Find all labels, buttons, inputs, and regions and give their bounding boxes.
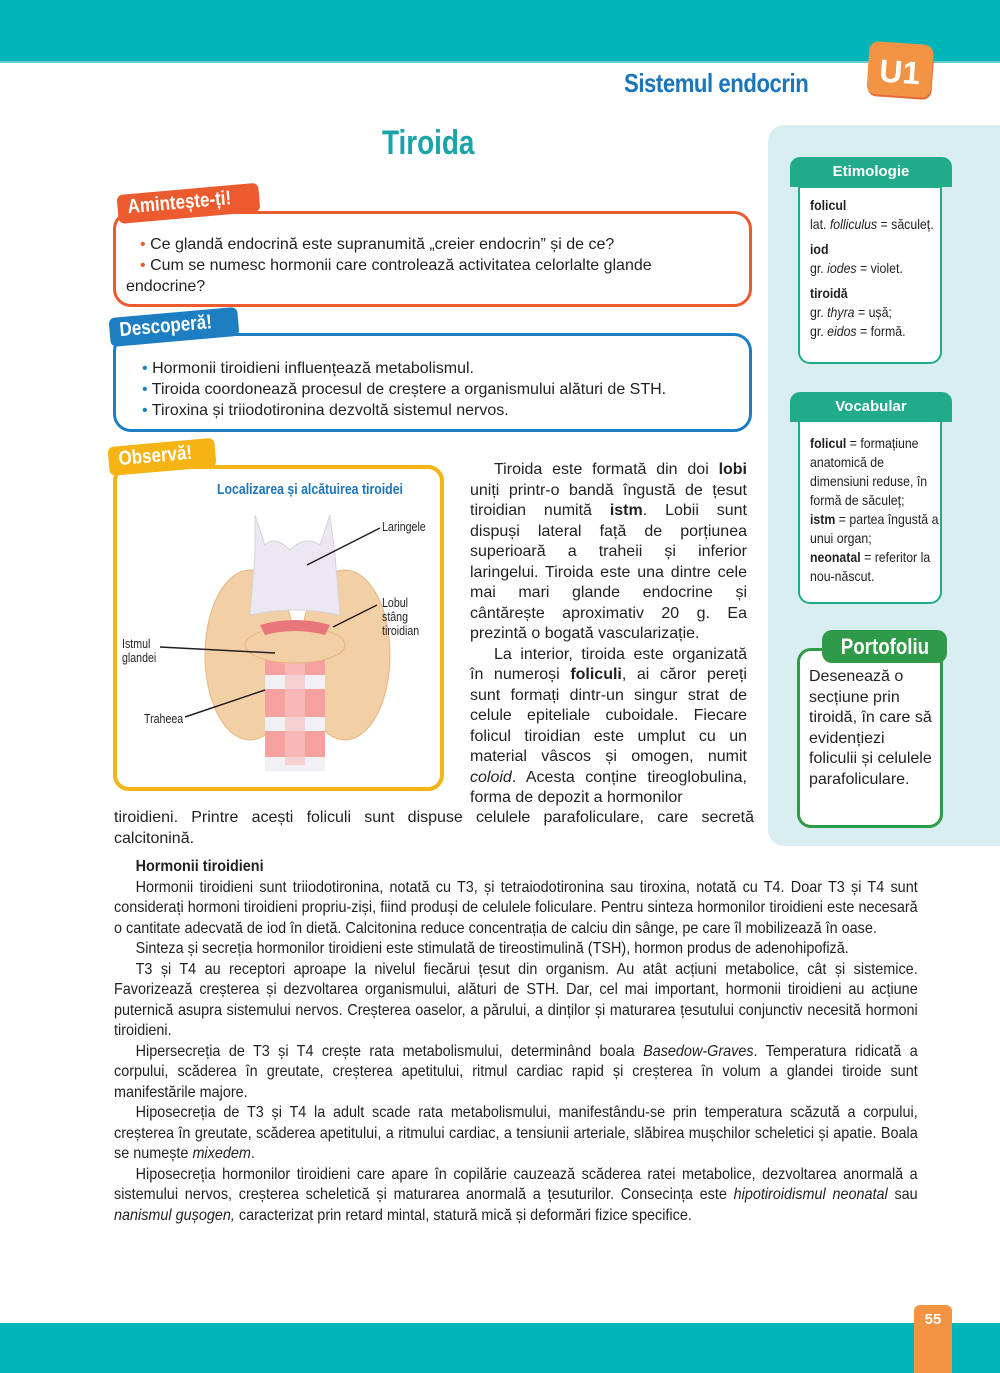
vocabular-term: istm [810, 511, 836, 527]
descopera-item-text: Tiroida coordonează procesul de creștere a organismului alături de STH. [151, 381, 667, 398]
vocabular-definition: = partea îngustă a unui organ; [810, 511, 939, 546]
italic-term: Basedow-Graves [643, 1042, 754, 1060]
text-run: caracterizat prin retard mintal, statură mică și deformări fizice specifice. [234, 1206, 692, 1224]
etimologie-entry [810, 284, 942, 341]
label-lobul-stang [382, 596, 419, 638]
italic-term: mixedem [192, 1145, 251, 1162]
etim-word: thyra [827, 304, 855, 320]
keyword: foliculi [570, 666, 622, 683]
label-line: stâng [382, 610, 409, 624]
label-line: Istmul [122, 637, 151, 651]
text-run: . Acesta conține tireoglobulina, forma de depozit a hormonilor [470, 768, 747, 806]
descopera-item-text: Tiroxina și triiodotironina dezvoltă sistemul nervos. [151, 402, 509, 419]
vocabular-definition: = formațiune anatomică de dimensiuni reduse, în formă de săculeț; [810, 435, 928, 508]
etimologie-term: tiroidă [810, 285, 848, 301]
text-run: La interior, tiroida este organizată în numeroși [470, 645, 747, 683]
aminteste-item [126, 255, 726, 297]
bullet-icon: • [142, 402, 148, 419]
etim-prefix: gr. [810, 323, 828, 339]
descopera-item [142, 400, 742, 421]
vocabular-header: Vocabular [790, 392, 952, 422]
etim-meaning: = săculeț. [877, 216, 934, 232]
text-run: Hiposecreția de T3 și T4 la adult scade rata metabolismului, manifestându-se prin temperatura scăzută a corpului, creșterea în greutate, scăderea apetitului, a ritmului cardiac, a tensiunii arteriale, slăbirea mușchilor scheletici și apatie. Boala se numește [114, 1104, 918, 1162]
aminteste-item-text: Cum se numesc hormonii care controlează activitatea celorlalte glande endocrine? [126, 257, 652, 295]
paragraph-continuation: tiroidieni. Printre acești foliculi sunt dispuse celulele parafoliculare, care secretă calcitonină. [114, 809, 754, 847]
chapter-title: Sistemul endocrin [624, 68, 809, 98]
etim-word: folliculus [829, 216, 878, 232]
text-run: , ai căror pereți sunt formați dintr-un singur strat de celule epiteliale cuboidale. Fiecare folicul tiroidian este umplut cu un material vâscos și omogen, numit [470, 666, 747, 765]
top-banner [0, 0, 1000, 61]
unit-badge: U1 [866, 41, 934, 98]
aminteste-tag-label: Amintește-ți! [126, 187, 233, 219]
descopera-box [113, 333, 752, 432]
vocabular-entry [810, 510, 942, 548]
paragraph [114, 1042, 918, 1104]
larynx [250, 515, 340, 615]
section-heading: Hormonii tiroidieni [135, 858, 264, 875]
vocabular-term: neonatal [810, 549, 861, 565]
intro-column [470, 460, 747, 809]
text-run: uniți printr-o bandă îngustă de țesut tiroidian numită [470, 481, 747, 519]
paragraph: Sinteza și secreția hormonilor tiroidieni este stimulată de tireostimulină (TSH), hormon produs de adenohipofiză. [135, 940, 849, 957]
paragraph [114, 1165, 918, 1227]
page-title: Tiroida [382, 124, 475, 162]
aminteste-item-text: Ce glandă endocrină este supranumită „creier endocrin” și de ce? [150, 236, 615, 253]
etimologie-term: folicul [810, 197, 847, 213]
italic-term: nanismul gușogen, [114, 1206, 235, 1224]
etimologie-card [798, 186, 942, 364]
text-run: . Temperatura ridicată a corpului, scăderea în greutate, creșterea apetitului, ritmul cardiac rapid și creșterea în volum a glandei tiroide sunt manifestările majore. [114, 1042, 918, 1101]
etim-word: iodes [827, 260, 857, 276]
etim-prefix: gr. [810, 260, 828, 276]
label-line: tiroidian [382, 624, 420, 638]
paragraph [114, 1103, 918, 1165]
label-traheea: Traheea [144, 712, 184, 726]
descopera-item [142, 358, 742, 379]
etim-prefix: lat. [810, 216, 830, 232]
bullet-icon: • [140, 236, 146, 253]
bullet-icon: • [142, 360, 148, 377]
vocabular-definition: = referitor la nou-născut. [810, 549, 931, 584]
text-run: sau [887, 1186, 918, 1203]
observa-tag-label: Observă! [117, 441, 193, 471]
text-run: . [250, 1145, 255, 1162]
text-run: Hipersecreția de T3 și T4 crește rata metabolismului, determinând boala [135, 1042, 644, 1060]
page-number: 55 [914, 1305, 952, 1373]
aminteste-box [113, 211, 752, 307]
italic-term: hipotiroidismul neonatal [733, 1186, 888, 1203]
text-run: Hiposecreția hormonilor tiroidieni care apare în copilărie cauzează scăderea ratei metabolice, dezvoltarea anormală a sistemului nervos, creșterea scheletică și maturarea anormală a țesuturilor. Consecința este [114, 1165, 918, 1203]
vocabular-term: folicul [810, 435, 847, 451]
paragraph-structure [470, 460, 747, 645]
keyword: istm [609, 502, 643, 519]
text-run: . Lobii sunt dispuși lateral față de porțiunea superioară a traheii și inferior laringelui. Tiroida este una dintre cele mai mari glande endocrine și cântărește aproximativ 20 g. Ea prezintă o bogată vascularizație. [470, 502, 747, 642]
label-line: Lobul [382, 596, 409, 610]
label-line: glandei [122, 651, 157, 665]
bottom-banner [0, 1323, 1000, 1373]
bullet-icon: • [142, 381, 148, 398]
etim-meaning: = ușă; [854, 304, 892, 320]
etimologie-header: Etimologie [790, 157, 952, 187]
etim-meaning: = formă. [856, 323, 906, 339]
hormoni-section [114, 857, 918, 1226]
paragraph-interior [470, 645, 747, 809]
etim-word: eidos [827, 323, 857, 339]
etimologie-entry [810, 240, 942, 278]
etim-prefix: gr. [810, 304, 828, 320]
etimologie-entry [810, 196, 942, 234]
paragraph: T3 și T4 au receptori aproape la nivelul fiecărui țesut din organism. Au atât acțiuni metabolice, cât și sistemice. Favorizează creșterea și dezvoltarea organismului, alături de STH. Dar, cel mai important, hormonii tiroidieni au acțiune puternică asupra sistemului nervos. Creșterea oaselor, a părului, a dinților și maturarea țesutului conjunctiv necesită hormoni tiroidieni. [114, 960, 918, 1039]
text-run: Tiroida este formată din doi [494, 461, 719, 478]
descopera-item-text: Hormonii tiroidieni influențează metabolismul. [152, 360, 474, 377]
italic-term: coloid [470, 768, 512, 786]
portofoliu-text: Desenează o secțiune prin tiroidă, în care să evidențiezi foliculii și celulele parafoliculare. [809, 668, 932, 788]
top-banner-line [0, 61, 1000, 63]
bullet-icon: • [140, 257, 146, 274]
descopera-tag-label: Descoperă! [118, 311, 213, 342]
paragraph: Hormonii tiroidieni sunt triiodotironina, notată cu T3, și tetraiodotironina sau tiroxina, notată cu T4. Doar T3 și T4 sunt considerați hormoni tiroidieni propriu-ziși, fiind produși de celulele foliculare. Pentru sinteza hormonilor tiroidieni este necesară o cantitate adecvată de iod în dietă. Calcitonina reduce concentrația de calciu din sânge, pe care îl mobilizează în oase. [114, 878, 918, 937]
vocabular-entry [810, 434, 942, 510]
portofoliu-header [822, 630, 947, 663]
descopera-item [142, 379, 742, 400]
label-laringele: Laringele [382, 520, 426, 534]
isthmus [245, 627, 345, 663]
keyword: lobi [718, 461, 747, 478]
vocabular-card [798, 420, 942, 604]
label-istmul [122, 637, 156, 665]
etim-meaning: = violet. [856, 260, 903, 276]
portofoliu-title: Portofoliu [840, 634, 929, 659]
vocabular-entry [810, 548, 942, 586]
figure-caption: Localizarea și alcătuirea tiroidei [217, 481, 403, 498]
etimologie-term: iod [810, 241, 829, 257]
aminteste-item [126, 234, 726, 255]
